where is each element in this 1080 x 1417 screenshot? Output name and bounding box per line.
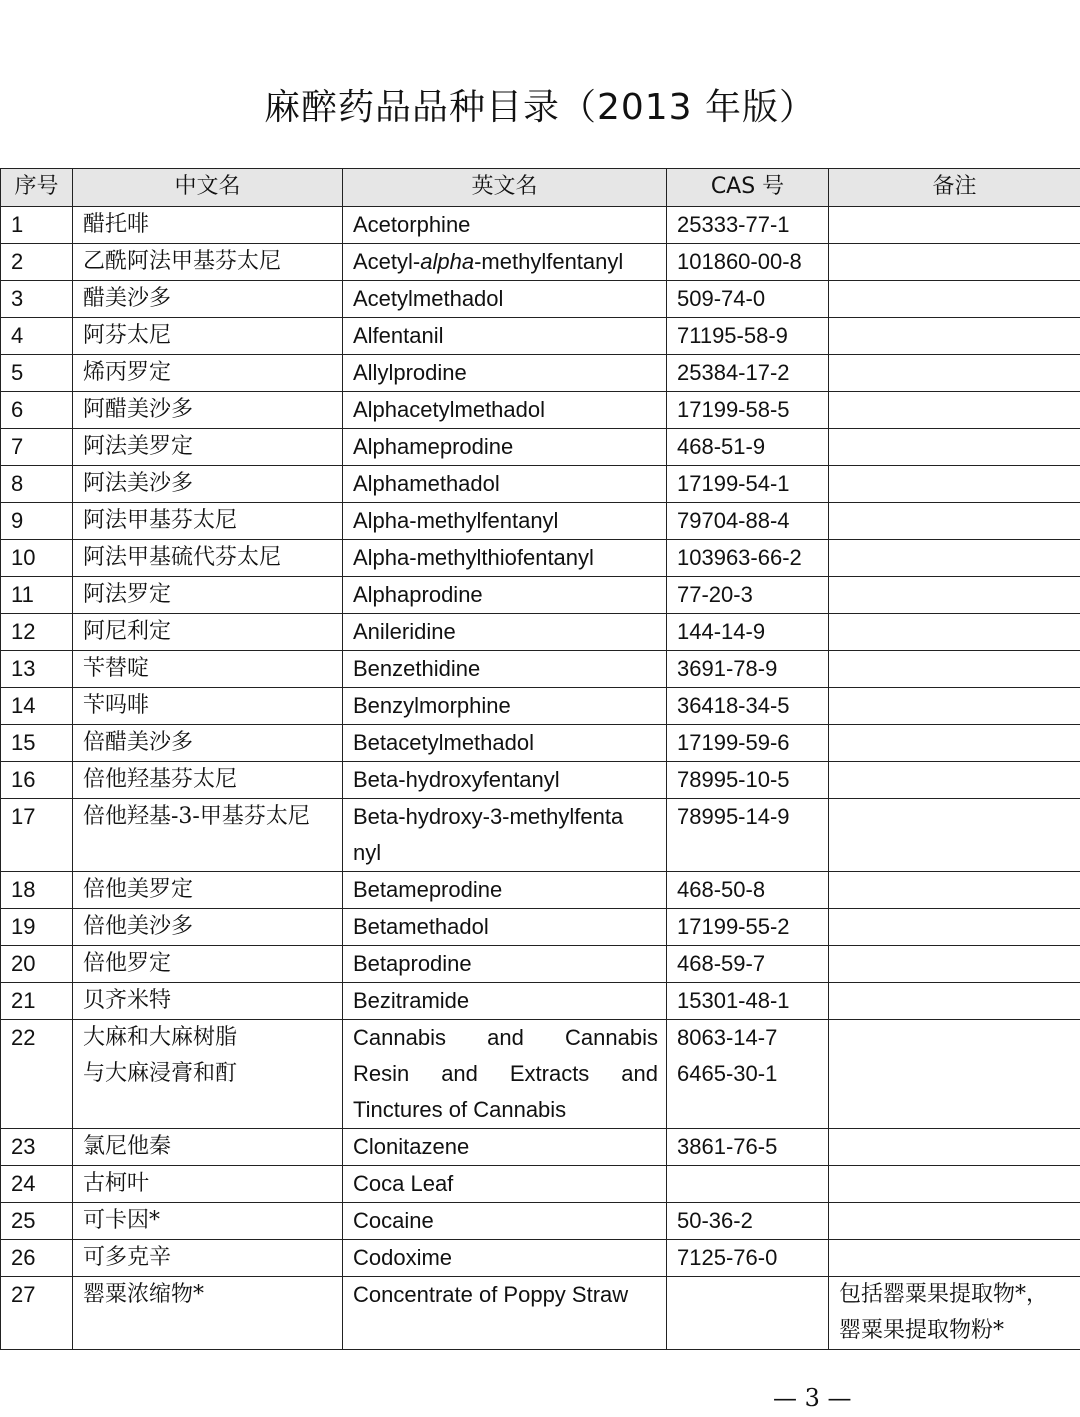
english-name-cell: [343, 1129, 667, 1166]
cas-number-cell: [667, 244, 829, 281]
table-row: [1, 244, 1080, 281]
english-name-cell: [343, 392, 667, 429]
cas-number: 8063-14-7: [677, 1025, 778, 1050]
remarks-cell: [829, 244, 1080, 281]
chinese-name-cell: [73, 392, 343, 429]
cas-number-cell: [667, 872, 829, 909]
table-row: [1, 909, 1080, 946]
english-name-cell: [343, 207, 667, 244]
cas-number-cell: [667, 281, 829, 318]
cas-number-cell: [667, 725, 829, 762]
chinese-name: 阿法美沙多: [83, 471, 194, 496]
remarks-cell: [829, 1240, 1080, 1277]
remarks-cell: [829, 983, 1080, 1020]
remarks-cell: [829, 799, 1080, 872]
row-index: 27: [1, 1277, 73, 1350]
cas-number-cell: [667, 1240, 829, 1277]
row-index: 8: [1, 466, 73, 503]
table-row: [1, 799, 1080, 872]
table-row: [1, 1203, 1080, 1240]
table-row: [1, 688, 1080, 725]
english-name: Clonitazene: [353, 1134, 470, 1159]
english-name-cell: [343, 1277, 667, 1350]
english-name: Coca Leaf: [353, 1171, 454, 1196]
row-index: 23: [1, 1129, 73, 1166]
cas-number: 17199-59-6: [677, 730, 790, 755]
chinese-name: 倍醋美沙多: [83, 730, 194, 755]
english-name-word: Extracts: [509, 1061, 590, 1086]
chinese-name: 倍他罗定: [83, 951, 172, 976]
cas-number-cell: [667, 762, 829, 799]
remarks-cell: [829, 651, 1080, 688]
english-name: Alfentanil: [353, 323, 444, 348]
remark-text: 罂粟果提取物粉*: [839, 1318, 1005, 1343]
remarks-cell: [829, 1166, 1080, 1203]
chinese-name: 氯尼他秦: [83, 1134, 172, 1159]
english-name-part: -methylfentanyl: [474, 249, 624, 274]
cas-number-cell: [667, 983, 829, 1020]
english-name-cell: [343, 318, 667, 355]
english-name-part: alpha: [420, 249, 475, 274]
english-name-cell: [343, 281, 667, 318]
english-name-cell: [343, 799, 667, 872]
english-name: Alpha-methylthiofentanyl: [353, 545, 594, 570]
cas-number: 36418-34-5: [677, 693, 790, 718]
chinese-name: 醋托啡: [83, 212, 150, 237]
chinese-name-cell: [73, 281, 343, 318]
chinese-name: 阿法甲基硫代芬太尼: [83, 545, 282, 570]
chinese-name-cell: [73, 1129, 343, 1166]
cas-number-cell: [667, 318, 829, 355]
english-name-cell: [343, 614, 667, 651]
chinese-name-cell: [73, 1277, 343, 1350]
cas-number-cell: [667, 1277, 829, 1350]
remarks-cell: [829, 466, 1080, 503]
table-row: [1, 1129, 1080, 1166]
chinese-name: 苄吗啡: [83, 693, 150, 718]
cas-number: 15301-48-1: [677, 988, 790, 1013]
chinese-name: 阿法甲基芬太尼: [83, 508, 238, 533]
cas-number-cell: [667, 540, 829, 577]
english-name-cell: [343, 1166, 667, 1203]
chinese-name-cell: [73, 1240, 343, 1277]
table-row: [1, 946, 1080, 983]
cas-number: 468-51-9: [677, 434, 766, 459]
cas-number: 50-36-2: [677, 1208, 753, 1233]
table-row: [1, 392, 1080, 429]
row-index: 11: [1, 577, 73, 614]
remarks-cell: [829, 281, 1080, 318]
english-name: Cocaine: [353, 1208, 434, 1233]
header-english-name: 英文名: [343, 169, 667, 207]
cas-number: 25384-17-2: [677, 360, 790, 385]
row-index: 17: [1, 799, 73, 872]
cas-number-cell: [667, 429, 829, 466]
table-row: [1, 651, 1080, 688]
english-name-cell: [343, 909, 667, 946]
chinese-name-cell: [73, 1203, 343, 1240]
english-name-cell: [343, 983, 667, 1020]
chinese-name-cell: [73, 983, 343, 1020]
cas-number-cell: [667, 651, 829, 688]
row-index: 25: [1, 1203, 73, 1240]
chinese-name-cell: [73, 244, 343, 281]
english-name: Alphameprodine: [353, 434, 514, 459]
english-name: [353, 1020, 658, 1056]
row-index: 15: [1, 725, 73, 762]
remarks-cell: [829, 1203, 1080, 1240]
cas-number: 78995-10-5: [677, 767, 790, 792]
row-index: 1: [1, 207, 73, 244]
english-name: Allylprodine: [353, 360, 467, 385]
table-row: [1, 1240, 1080, 1277]
cas-number-cell: [667, 503, 829, 540]
chinese-name: 与大麻浸膏和酊: [83, 1061, 238, 1086]
remarks-cell: [829, 946, 1080, 983]
cas-number: 6465-30-1: [677, 1061, 778, 1086]
cas-number: 79704-88-4: [677, 508, 790, 533]
english-name-cell: [343, 872, 667, 909]
table-row: [1, 540, 1080, 577]
chinese-name: 阿芬太尼: [83, 323, 172, 348]
chinese-name-cell: [73, 946, 343, 983]
chinese-name-cell: [73, 651, 343, 688]
english-name-cell: [343, 355, 667, 392]
english-name: Concentrate of Poppy Straw: [353, 1282, 629, 1307]
row-index: 22: [1, 1020, 73, 1129]
english-name-part: Acetyl-: [353, 249, 421, 274]
english-name-cell: [343, 651, 667, 688]
table-row: [1, 725, 1080, 762]
chinese-name: 倍他羟基-3-甲基芬太尼: [83, 804, 310, 829]
row-index: 13: [1, 651, 73, 688]
remarks-cell: [829, 688, 1080, 725]
header-remarks: 备注: [829, 169, 1080, 207]
remarks-cell: [829, 909, 1080, 946]
chinese-name: 贝齐米特: [83, 988, 172, 1013]
english-name: Alphacetylmethadol: [353, 397, 546, 422]
cas-number: 17199-54-1: [677, 471, 790, 496]
row-index: 24: [1, 1166, 73, 1203]
english-name-word: Resin: [353, 1061, 410, 1086]
cas-number-cell: [667, 466, 829, 503]
english-name: Tinctures of Cannabis: [353, 1097, 567, 1122]
english-name-word: Cannabis: [353, 1025, 446, 1050]
chinese-name-cell: [73, 503, 343, 540]
english-name-cell: [343, 1203, 667, 1240]
row-index: 3: [1, 281, 73, 318]
chinese-name: 可多克辛: [83, 1245, 172, 1270]
chinese-name: 罂粟浓缩物*: [83, 1282, 205, 1307]
remarks-cell: [829, 318, 1080, 355]
cas-number-cell: [667, 1166, 829, 1203]
row-index: 6: [1, 392, 73, 429]
row-index: 14: [1, 688, 73, 725]
cas-number-cell: [667, 614, 829, 651]
cas-number: 3861-76-5: [677, 1134, 778, 1159]
english-name: Beta-hydroxy-3-methylfenta: [353, 804, 624, 829]
table-row: [1, 1166, 1080, 1203]
english-name-word: and: [441, 1061, 478, 1086]
row-index: 2: [1, 244, 73, 281]
table-row: [1, 577, 1080, 614]
chinese-name-cell: [73, 799, 343, 872]
row-index: 4: [1, 318, 73, 355]
row-index: 7: [1, 429, 73, 466]
chinese-name-cell: [73, 429, 343, 466]
page-number: — 3 —: [773, 1384, 852, 1412]
chinese-name: 阿醋美沙多: [83, 397, 194, 422]
remarks-cell: [829, 762, 1080, 799]
english-name-cell: [343, 540, 667, 577]
page-title: 麻醉药品品种目录（2013 年版）: [263, 87, 817, 128]
cas-number: 17199-55-2: [677, 914, 790, 939]
table-row: [1, 207, 1080, 244]
remarks-cell: [829, 392, 1080, 429]
chinese-name: 阿法罗定: [83, 582, 172, 607]
cas-number-cell: [667, 207, 829, 244]
narcotics-catalog-table: [0, 168, 1080, 1350]
chinese-name: 苄替啶: [83, 656, 150, 681]
english-name-word: and: [487, 1025, 524, 1050]
cas-number: 3691-78-9: [677, 656, 778, 681]
remarks-cell: [829, 577, 1080, 614]
cas-number-cell: [667, 355, 829, 392]
chinese-name-cell: [73, 318, 343, 355]
header-chinese-name: 中文名: [73, 169, 343, 207]
chinese-name-cell: [73, 614, 343, 651]
english-name-cell: [343, 762, 667, 799]
table-row: [1, 281, 1080, 318]
cas-number-cell: [667, 1203, 829, 1240]
english-name: Benzylmorphine: [353, 693, 511, 718]
table-row: [1, 983, 1080, 1020]
remarks-cell: [829, 540, 1080, 577]
row-index: 20: [1, 946, 73, 983]
english-name-word: Cannabis: [565, 1025, 658, 1050]
english-name: Acetorphine: [353, 212, 471, 237]
english-name-cell: [343, 244, 667, 281]
cas-number: 78995-14-9: [677, 804, 790, 829]
row-index: 16: [1, 762, 73, 799]
chinese-name: 古柯叶: [83, 1171, 150, 1196]
chinese-name-cell: [73, 872, 343, 909]
english-name: Alpha-methylfentanyl: [353, 508, 559, 533]
table-row: [1, 466, 1080, 503]
cas-number: 144-14-9: [677, 619, 766, 644]
chinese-name-cell: [73, 1166, 343, 1203]
chinese-name-cell: [73, 762, 343, 799]
cas-number-cell: [667, 577, 829, 614]
table-row: [1, 429, 1080, 466]
chinese-name: 阿法美罗定: [83, 434, 194, 459]
chinese-name: 乙酰阿法甲基芬太尼: [83, 249, 282, 274]
english-name-cell: [343, 429, 667, 466]
cas-number: 25333-77-1: [677, 212, 790, 237]
english-name: [353, 1056, 658, 1092]
english-name-cell: [343, 946, 667, 983]
chinese-name-cell: [73, 577, 343, 614]
english-name-cell: [343, 688, 667, 725]
table-header-row: [1, 169, 1080, 207]
remarks-cell: [829, 1020, 1080, 1129]
chinese-name-cell: [73, 466, 343, 503]
cas-number-cell: [667, 392, 829, 429]
english-name: nyl: [353, 840, 382, 865]
table-row: [1, 1020, 1080, 1129]
english-name: Betacetylmethadol: [353, 730, 534, 755]
remarks-cell: [829, 429, 1080, 466]
english-name: Betaprodine: [353, 951, 472, 976]
cas-number: 468-59-7: [677, 951, 766, 976]
remarks-cell: [829, 355, 1080, 392]
english-name: Codoxime: [353, 1245, 453, 1270]
row-index: 9: [1, 503, 73, 540]
header-index: 序号: [1, 169, 73, 207]
cas-number: 77-20-3: [677, 582, 753, 607]
chinese-name-cell: [73, 1020, 343, 1129]
row-index: 19: [1, 909, 73, 946]
remarks-cell: [829, 1129, 1080, 1166]
chinese-name: 阿尼利定: [83, 619, 172, 644]
cas-number: 17199-58-5: [677, 397, 790, 422]
english-name: Benzethidine: [353, 656, 481, 681]
english-name-cell: [343, 466, 667, 503]
chinese-name: 烯丙罗定: [83, 360, 172, 385]
table-row: [1, 614, 1080, 651]
table-row: [1, 762, 1080, 799]
remark-text: 包括罂粟果提取物*，: [839, 1282, 1049, 1307]
chinese-name: 可卡因*: [83, 1208, 161, 1233]
chinese-name-cell: [73, 725, 343, 762]
remarks-cell: [829, 725, 1080, 762]
remarks-cell: [829, 207, 1080, 244]
chinese-name: 大麻和大麻树脂: [83, 1025, 238, 1050]
english-name: Anileridine: [353, 619, 456, 644]
english-name-cell: [343, 1020, 667, 1129]
chinese-name-cell: [73, 355, 343, 392]
cas-number: 103963-66-2: [677, 545, 802, 570]
cas-number-cell: [667, 799, 829, 872]
chinese-name-cell: [73, 909, 343, 946]
english-name: Alphaprodine: [353, 582, 483, 607]
english-name-word: and: [621, 1061, 658, 1086]
cas-number-cell: [667, 909, 829, 946]
chinese-name-cell: [73, 688, 343, 725]
cas-number: 509-74-0: [677, 286, 766, 311]
row-index: 5: [1, 355, 73, 392]
row-index: 12: [1, 614, 73, 651]
english-name: [353, 244, 658, 280]
english-name-cell: [343, 725, 667, 762]
english-name-cell: [343, 577, 667, 614]
cas-number-cell: [667, 688, 829, 725]
english-name: Alphamethadol: [353, 471, 500, 496]
row-index: 26: [1, 1240, 73, 1277]
english-name: Betameprodine: [353, 877, 503, 902]
chinese-name: 醋美沙多: [83, 286, 172, 311]
table-row: [1, 318, 1080, 355]
row-index: 18: [1, 872, 73, 909]
english-name: Bezitramide: [353, 988, 470, 1013]
cas-number: 7125-76-0: [677, 1245, 778, 1270]
chinese-name-cell: [73, 540, 343, 577]
english-name-cell: [343, 1240, 667, 1277]
cas-number: 468-50-8: [677, 877, 766, 902]
header-cas-number: CAS 号: [667, 169, 829, 207]
chinese-name-cell: [73, 207, 343, 244]
row-index: 10: [1, 540, 73, 577]
english-name: Acetylmethadol: [353, 286, 504, 311]
table-row: [1, 1277, 1080, 1350]
table-row: [1, 503, 1080, 540]
chinese-name: 倍他美沙多: [83, 914, 194, 939]
table-body: [1, 207, 1080, 1350]
remarks-cell: [829, 1277, 1080, 1350]
chinese-name: 倍他美罗定: [83, 877, 194, 902]
remarks-cell: [829, 614, 1080, 651]
cas-number: 101860-00-8: [677, 249, 802, 274]
cas-number: 71195-58-9: [677, 323, 788, 348]
english-name: Betamethadol: [353, 914, 489, 939]
table-row: [1, 872, 1080, 909]
row-index: 21: [1, 983, 73, 1020]
cas-number-cell: [667, 946, 829, 983]
english-name: Beta-hydroxyfentanyl: [353, 767, 560, 792]
cas-number-cell: [667, 1020, 829, 1129]
remarks-cell: [829, 503, 1080, 540]
cas-number-cell: [667, 1129, 829, 1166]
table-row: [1, 355, 1080, 392]
remarks-cell: [829, 872, 1080, 909]
chinese-name: 倍他羟基芬太尼: [83, 767, 238, 792]
english-name-cell: [343, 503, 667, 540]
